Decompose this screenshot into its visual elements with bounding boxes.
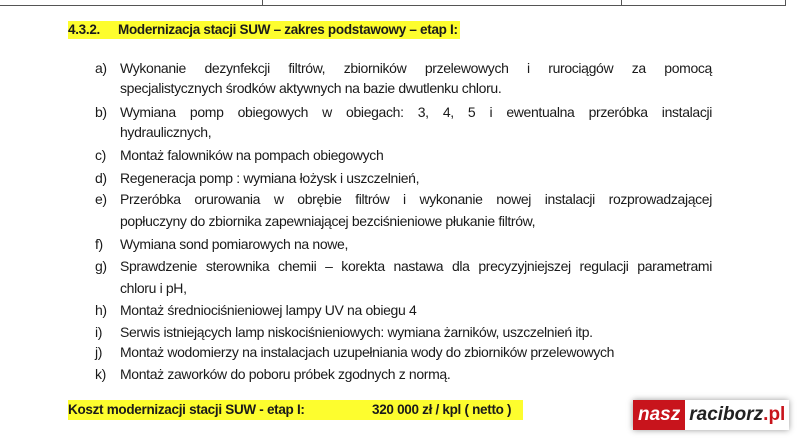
item-label: g) (95, 258, 107, 274)
item-label: c) (95, 147, 106, 163)
cost-line (68, 400, 523, 420)
table-border-top (0, 0, 786, 6)
item-label: h) (95, 302, 107, 318)
section-title: Modernizacja stacji SUW – zakres podstawowy – etap I: (118, 22, 458, 37)
item-text-line: Serwis istniejących lamp niskociśnieniowych: wymiana żarników, uszczelnień itp. (120, 324, 593, 340)
item-text-line: chloru i pH, (120, 280, 187, 296)
item-text-line: Wymiana sond pomiarowych na nowe, (120, 236, 348, 252)
item-text-line: Montaż wodomierzy na instalacjach uzupełniania wody do zbiorników przelewowych (120, 344, 615, 360)
item-text-line: popłuczyny do zbiornika zapewniającej bezciśnieniowe płukanie filtrów, (120, 213, 536, 229)
table-divider (262, 0, 263, 5)
item-text-line: Montaż zaworków do poboru próbek zgodnych z normą. (120, 366, 451, 382)
item-text-line: Sprawdzenie sterownika chemii – korekta nastawa dla precyzyjniejszej regulacji parametrami (120, 258, 712, 274)
item-label: d) (95, 170, 107, 186)
section-heading (68, 21, 460, 39)
item-label: j) (95, 344, 103, 360)
item-label: b) (95, 104, 107, 120)
item-label: k) (95, 366, 106, 382)
section-number: 4.3.2. (68, 22, 100, 37)
item-text-line: Montaż falowników na pompach obiegowych (120, 147, 384, 163)
item-label: e) (95, 191, 107, 207)
item-text-line: specjalistycznych środków aktywnych na bazie dwutlenku chloru. (120, 80, 502, 96)
item-text-line: Wymiana pomp obiegowych w obiegach: 3, 4, 5 i ewentualna przeróbka instalacji (120, 104, 712, 120)
cost-value: 320 000 zł / kpl ( netto ) (372, 402, 512, 417)
table-divider (621, 0, 622, 5)
item-text-line: Montaż średniociśnieniowej lampy UV na obiegu 4 (120, 302, 417, 318)
logo-part-raciborz: raciborz.pl (689, 404, 786, 425)
cost-label: Koszt modernizacji stacji SUW - etap I: (68, 402, 305, 417)
watermark-logo (633, 400, 789, 430)
item-label: a) (95, 60, 107, 76)
item-label: f) (95, 236, 103, 252)
logo-part-nasz: nasz (633, 400, 685, 430)
item-text-line: Regeneracja pomp : wymiana łożysk i uszczelnień, (120, 170, 420, 186)
item-label: i) (95, 324, 103, 340)
item-text-line: Wykonanie dezynfekcji filtrów, zbiorników przelewowych i rurociągów za pomocą (120, 60, 712, 76)
item-text-line: hydraulicznych, (120, 124, 212, 140)
item-text-line: Przeróbka orurowania w obrębie filtrów i wykonanie nowej instalacji rozprowadzającej (120, 191, 712, 207)
